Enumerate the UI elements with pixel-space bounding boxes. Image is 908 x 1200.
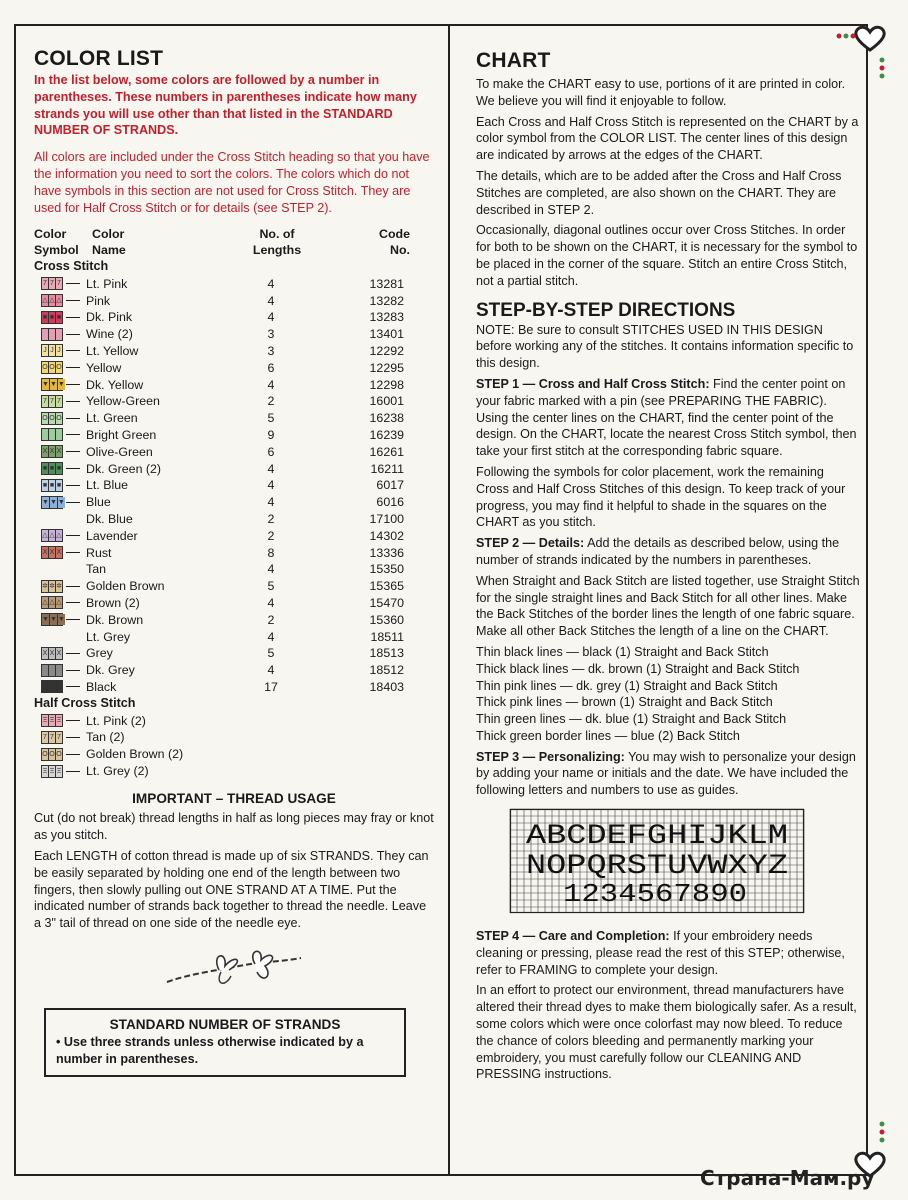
step1-text: Find the center point on your fabric marked with a pin (see PREPARING THE FABRIC). Using the center lines on the CHART, find the center point of the design. On the CHART, locate the nearest Cross Stitch symbol, then take your first stitch at the corresponding fabric square. <box>476 376 857 459</box>
empty-swatch <box>41 563 63 576</box>
color-code: 18512 <box>369 663 404 678</box>
color-swatch-icon: O O O <box>41 361 63 374</box>
color-lengths: 4 <box>267 310 275 325</box>
color-swatch-icon: ▼ ▼ ▼ <box>41 496 63 509</box>
color-name: Grey <box>86 646 113 661</box>
color-swatch-icon: X X X <box>41 445 63 458</box>
color-swatch-icon: X X X <box>41 647 63 660</box>
dash-line <box>66 367 80 368</box>
color-code: 16001 <box>369 394 404 409</box>
header-code-1: Code <box>379 227 410 242</box>
color-name: Tan (2) <box>86 730 125 745</box>
dash-line <box>66 418 80 419</box>
color-lengths: 4 <box>267 663 275 678</box>
dash-line <box>66 602 80 603</box>
color-code: 18511 <box>370 629 404 644</box>
dash-line <box>66 485 80 486</box>
color-swatch-icon: ▼ ▼ ▼ <box>41 378 63 391</box>
dash-line <box>66 720 80 721</box>
color-row <box>34 494 434 511</box>
color-name: Olive-Green <box>86 444 153 459</box>
header-code-2: No. <box>390 243 410 258</box>
dash-line <box>66 771 80 772</box>
color-code: 18403 <box>369 679 404 694</box>
header-name-2: Name <box>92 243 126 258</box>
dash-line <box>66 350 80 351</box>
thread-usage-p2: Each LENGTH of cotton thread is made up of six STRANDS. They can be easily separated by holding one end of the length between two fingers, then slowly pulling out ONE STRAND AT A TIME. Put the indicated number of strands back together to thread the needle. Leave a 3" tail of thread on one side of the needle eye. <box>34 849 429 931</box>
color-name: Lt. Green <box>86 411 138 426</box>
dash-line <box>66 451 80 452</box>
color-swatch-icon: ✲ ✲ ✲ <box>41 580 63 593</box>
color-row <box>34 292 434 309</box>
color-swatch-icon <box>41 428 63 441</box>
color-code: 16261 <box>369 444 404 459</box>
color-name: Lt. Grey <box>86 629 131 644</box>
color-lengths: 4 <box>267 495 275 510</box>
half-cross-stitch-heading: Half Cross Stitch <box>34 696 136 711</box>
cross-stitch-heading: Cross Stitch <box>34 259 109 274</box>
color-lengths: 8 <box>267 545 275 560</box>
color-name: Yellow <box>86 360 122 375</box>
steps-note: NOTE: Be sure to consult STITCHES USED IN THIS DESIGN before working any of the stitches. It contains information specific to this design. <box>476 322 854 371</box>
color-row <box>34 326 434 343</box>
color-lengths: 4 <box>267 276 275 291</box>
steps-title: STEP-BY-STEP DIRECTIONS <box>476 299 736 321</box>
step4-label: STEP 4 — Care and Completion: <box>476 929 670 944</box>
color-name: Dk. Grey <box>86 663 135 678</box>
color-code: 16238 <box>369 411 404 426</box>
step1-p2: Following the symbols for color placement, work the remaining Cross and Half Cross Stitches of this design. To keep track of your progress, you may find it helpful to shade in the squares on the CHART as you stitch. <box>476 464 846 530</box>
side-dots-bottom-icon <box>878 1120 886 1144</box>
color-swatch-icon: X X X <box>41 546 63 559</box>
color-name: Lt. Blue <box>86 478 129 493</box>
alphabet-grid <box>510 809 860 918</box>
empty-swatch <box>41 512 63 525</box>
color-code: 14302 <box>369 528 404 543</box>
color-lengths: 5 <box>267 411 275 426</box>
color-name: Wine (2) <box>86 327 133 342</box>
color-lengths: 2 <box>267 511 275 526</box>
color-lengths: 3 <box>267 327 275 342</box>
header-symbol-2: Symbol <box>34 243 79 258</box>
color-swatch-icon: O O O <box>41 748 63 761</box>
color-row <box>34 729 434 746</box>
half-cross-stitch-list <box>34 712 434 779</box>
step1-label: STEP 1 — Cross and Half Cross Stitch: <box>476 376 710 391</box>
color-row <box>34 712 434 729</box>
color-name: Yellow-Green <box>86 394 160 409</box>
chart-p2: Each Cross and Half Cross Stitch is represented on the CHART by a color symbol from the COLOR LIST. The center lines of this design are indicated by arrows at the edges of the CHART. <box>476 114 859 163</box>
dash-line <box>66 535 80 536</box>
color-swatch-icon <box>41 328 63 341</box>
detail-lines-list <box>476 644 860 745</box>
standard-strands-box <box>44 1008 406 1077</box>
color-row <box>34 679 434 696</box>
color-table-header <box>34 226 434 258</box>
step4-paragraph <box>476 928 860 978</box>
header-name-1: Color <box>92 227 125 242</box>
color-name: Lt. Yellow <box>86 343 139 358</box>
color-row <box>34 511 434 528</box>
step2-p2: When Straight and Back Stitch are listed together, use Straight Stitch for the single straight lines and Back Stitch for all other lines. Make the Back Stitches of the border lines the length of one fabric square. Make all other Back Stitches the length of a line on the CHART. <box>476 573 860 639</box>
color-code: 17100 <box>369 511 404 526</box>
color-swatch-icon: △ △ △ <box>41 596 63 609</box>
color-row <box>34 443 434 460</box>
color-swatch-icon: J J J <box>41 344 63 357</box>
chart-title: CHART <box>476 49 551 72</box>
color-row <box>34 595 434 612</box>
color-code: 15360 <box>369 612 404 627</box>
color-name: Rust <box>86 545 112 560</box>
color-name: Lt. Pink (2) <box>86 713 146 728</box>
color-row <box>34 477 434 494</box>
color-lengths: 2 <box>267 612 275 627</box>
dash-line <box>66 586 80 587</box>
dash-line <box>66 401 80 402</box>
color-swatch-icon: △ △ △ <box>41 294 63 307</box>
color-row <box>34 628 434 645</box>
dash-line <box>66 434 80 435</box>
color-row <box>34 460 434 477</box>
color-name: Golden Brown <box>86 579 165 594</box>
color-row <box>34 746 434 763</box>
color-lengths: 4 <box>267 595 275 610</box>
dash-line <box>66 502 80 503</box>
color-row <box>34 611 434 628</box>
thread-usage-p1: Cut (do not break) thread lengths in half as long pieces may fray or knot as you stitch. <box>34 811 434 843</box>
header-lengths-2: Lengths <box>252 243 302 258</box>
color-name: Dk. Pink <box>86 310 133 325</box>
color-lengths: 6 <box>267 444 275 459</box>
color-swatch-icon: Ξ Ξ Ξ <box>41 765 63 778</box>
step4-p2: In an effort to protect our environment, thread manufacturers have altered their thread dyes to make them biologically safer. As a result, some colors which were once colorfast may now bleed. To reduce the chance of colors bleeding and permanently marking your embroidery, you must carefully follow our CLEANING AND PRESSING instructions. <box>476 983 857 1082</box>
color-row <box>34 578 434 595</box>
cross-stitch-list <box>34 275 434 695</box>
detail-line: Thin black lines — black (1) Straight and Back Stitch <box>476 644 769 659</box>
color-code: 12292 <box>369 343 404 358</box>
header-symbol-1: Color <box>34 227 67 242</box>
color-row <box>34 359 434 376</box>
detail-line: Thick black lines — dk. brown (1) Straight and Back Stitch <box>476 661 800 676</box>
heart-icon <box>852 24 888 52</box>
color-list-intro: All colors are included under the Cross Stitch heading so that you have the information you need to sort the colors. The colors which do not have symbols in this section are not used for Cross Stitch. They are used for Half Cross Stitch or for details (see STEP 2). <box>34 150 430 215</box>
color-swatch-icon: 7 7 7 <box>41 731 63 744</box>
color-lengths: 4 <box>267 629 275 644</box>
step3-paragraph <box>476 749 860 799</box>
color-list-title: COLOR LIST <box>34 47 164 70</box>
alphabet-grid-svg <box>510 809 804 913</box>
dash-line <box>66 670 80 671</box>
color-code: 15365 <box>369 579 404 594</box>
color-row <box>34 309 434 326</box>
standard-strands-text: • Use three strands unless otherwise indicated by a number in parentheses. <box>56 1035 364 1066</box>
left-column <box>34 48 434 1077</box>
color-code: 13336 <box>369 545 404 560</box>
color-row <box>34 527 434 544</box>
color-code: 15350 <box>369 562 404 577</box>
color-row <box>34 561 434 578</box>
color-row <box>34 410 434 427</box>
dots-ornament-icon <box>836 32 856 40</box>
color-swatch-icon: ▼ ▼ ▼ <box>41 613 63 626</box>
color-name: Pink <box>86 293 111 308</box>
color-name: Dk. Blue <box>86 511 133 526</box>
color-name: Lt. Pink <box>86 276 128 291</box>
color-code: 13281 <box>369 276 404 291</box>
step2-paragraph <box>476 535 860 569</box>
chart-p3: The details, which are to be added after the Cross and Half Cross Stitches are completed, are also shown on the CHART. They are described in STEP 2. <box>476 168 842 217</box>
column-divider <box>448 24 450 1176</box>
color-swatch-icon: 7 7 7 <box>41 395 63 408</box>
dash-line <box>66 317 80 318</box>
chart-p1: To make the CHART easy to use, portions of it are printed in color. We believe you will find it enjoyable to follow. <box>476 77 846 108</box>
color-code: 13401 <box>369 327 404 342</box>
dash-line <box>66 653 80 654</box>
color-lengths: 5 <box>267 646 275 661</box>
color-swatch-icon <box>41 664 63 677</box>
color-lengths: 4 <box>267 461 275 476</box>
color-name: Bright Green <box>86 427 157 442</box>
color-swatch-icon: O O O <box>41 412 63 425</box>
color-lengths: 9 <box>267 427 275 442</box>
color-name: Dk. Brown <box>86 612 144 627</box>
color-name: Brown (2) <box>86 595 140 610</box>
empty-swatch <box>41 630 63 643</box>
step2-label: STEP 2 — Details: <box>476 536 585 551</box>
detail-line: Thin pink lines — dk. grey (1) Straight and Back Stitch <box>476 678 778 693</box>
color-lengths: 2 <box>267 528 275 543</box>
step1-paragraph <box>476 376 860 460</box>
color-swatch-icon: ■ ■ ■ <box>41 479 63 492</box>
thread-bow-icon <box>159 944 309 994</box>
color-name: Golden Brown (2) <box>86 747 184 762</box>
dash-line <box>66 468 80 469</box>
color-row <box>34 376 434 393</box>
color-swatch-icon: Ξ Ξ Ξ <box>41 714 63 727</box>
color-lengths: 4 <box>267 562 275 577</box>
color-row <box>34 275 434 292</box>
color-row <box>34 544 434 561</box>
step2-text: Add the details as described below, using the number of strands indicated by the numbers in parentheses. <box>476 536 840 567</box>
step3-label: STEP 3 — Personalizing: <box>476 749 625 764</box>
header-lengths-1: No. of <box>259 227 295 242</box>
color-swatch-icon: ■ ■ ■ <box>41 311 63 324</box>
dash-line <box>66 619 80 620</box>
dash-line <box>66 334 80 335</box>
chart-p4: Occasionally, diagonal outlines occur over Cross Stitches. In order for both to be shown on the CHART, it is necessary for the symbol to be placed in the corner of the square. Stitch an entire Cross Stitch, not a partial stitch. <box>476 223 858 288</box>
color-code: 18513 <box>369 646 404 661</box>
color-lengths: 4 <box>267 293 275 308</box>
color-name: Lavender <box>86 528 138 543</box>
color-name: Lt. Grey (2) <box>86 764 149 779</box>
watermark: Страна-Мам.ру <box>700 1166 875 1190</box>
color-lengths: 2 <box>267 394 275 409</box>
dash-line <box>66 300 80 301</box>
color-row <box>34 427 434 444</box>
alphabet-row-2: NOPQRSTUVWXYZ <box>526 851 788 883</box>
color-code: 12295 <box>369 360 404 375</box>
color-name: Tan <box>86 562 106 577</box>
color-code: 6017 <box>376 478 404 493</box>
color-swatch-icon <box>41 680 63 693</box>
thread-usage-title: IMPORTANT – THREAD USAGE <box>132 791 336 807</box>
color-name: Dk. Yellow <box>86 377 144 392</box>
dash-line <box>66 283 80 284</box>
color-code: 13282 <box>369 293 404 308</box>
color-name: Dk. Green (2) <box>86 461 162 476</box>
dash-line <box>66 552 80 553</box>
color-code: 13283 <box>369 310 404 325</box>
dash-line <box>66 686 80 687</box>
color-row <box>34 662 434 679</box>
color-row <box>34 645 434 662</box>
step4-text: If your embroidery needs cleaning or pressing, please read the rest of this STEP; otherwise, refer to FRAMING to complete your design. <box>476 929 845 977</box>
color-lengths: 3 <box>267 343 275 358</box>
color-code: 15470 <box>369 595 404 610</box>
color-swatch-icon: ■ ■ ■ <box>41 462 63 475</box>
color-row <box>34 393 434 410</box>
color-swatch-icon: △ △ △ <box>41 529 63 542</box>
number-row: 1234567890 <box>563 879 747 910</box>
color-lengths: 5 <box>267 579 275 594</box>
detail-line: Thin green lines — dk. blue (1) Straight and Back Stitch <box>476 712 787 727</box>
color-row <box>34 343 434 360</box>
color-lengths: 4 <box>267 377 275 392</box>
step3-text: You may wish to personalize your design by adding your name or initials and the date. We have included the following letters and numbers to use as guides. <box>476 749 856 798</box>
color-code: 16239 <box>369 427 404 442</box>
detail-line: Thick green border lines — blue (2) Back Stitch <box>476 728 740 743</box>
dash-line <box>66 384 80 385</box>
right-column <box>476 50 860 1087</box>
color-name: Black <box>86 679 117 694</box>
color-code: 12298 <box>369 377 404 392</box>
standard-strands-title: STANDARD NUMBER OF STRANDS <box>109 1017 341 1033</box>
color-lengths: 4 <box>267 478 275 493</box>
color-swatch-icon: 7 7 7 <box>41 277 63 290</box>
color-code: 16211 <box>370 461 404 476</box>
color-name: Blue <box>86 495 111 510</box>
color-code: 6016 <box>376 495 404 510</box>
color-list-intro-bold: In the list below, some colors are followed by a number in parentheses. These numbers in parentheses indicate how many strands you will use other than that listed in the STANDARD NUMBER OF STRANDS. <box>34 73 417 138</box>
side-dots-icon <box>878 56 886 80</box>
color-row <box>34 763 434 780</box>
dash-line <box>66 754 80 755</box>
color-lengths: 17 <box>264 679 278 694</box>
color-lengths: 6 <box>267 360 275 375</box>
alphabet-row-1: ABCDEFGHIJKLM <box>526 821 788 853</box>
dash-line <box>66 737 80 738</box>
detail-line: Thick pink lines — brown (1) Straight and Back Stitch <box>476 695 773 710</box>
